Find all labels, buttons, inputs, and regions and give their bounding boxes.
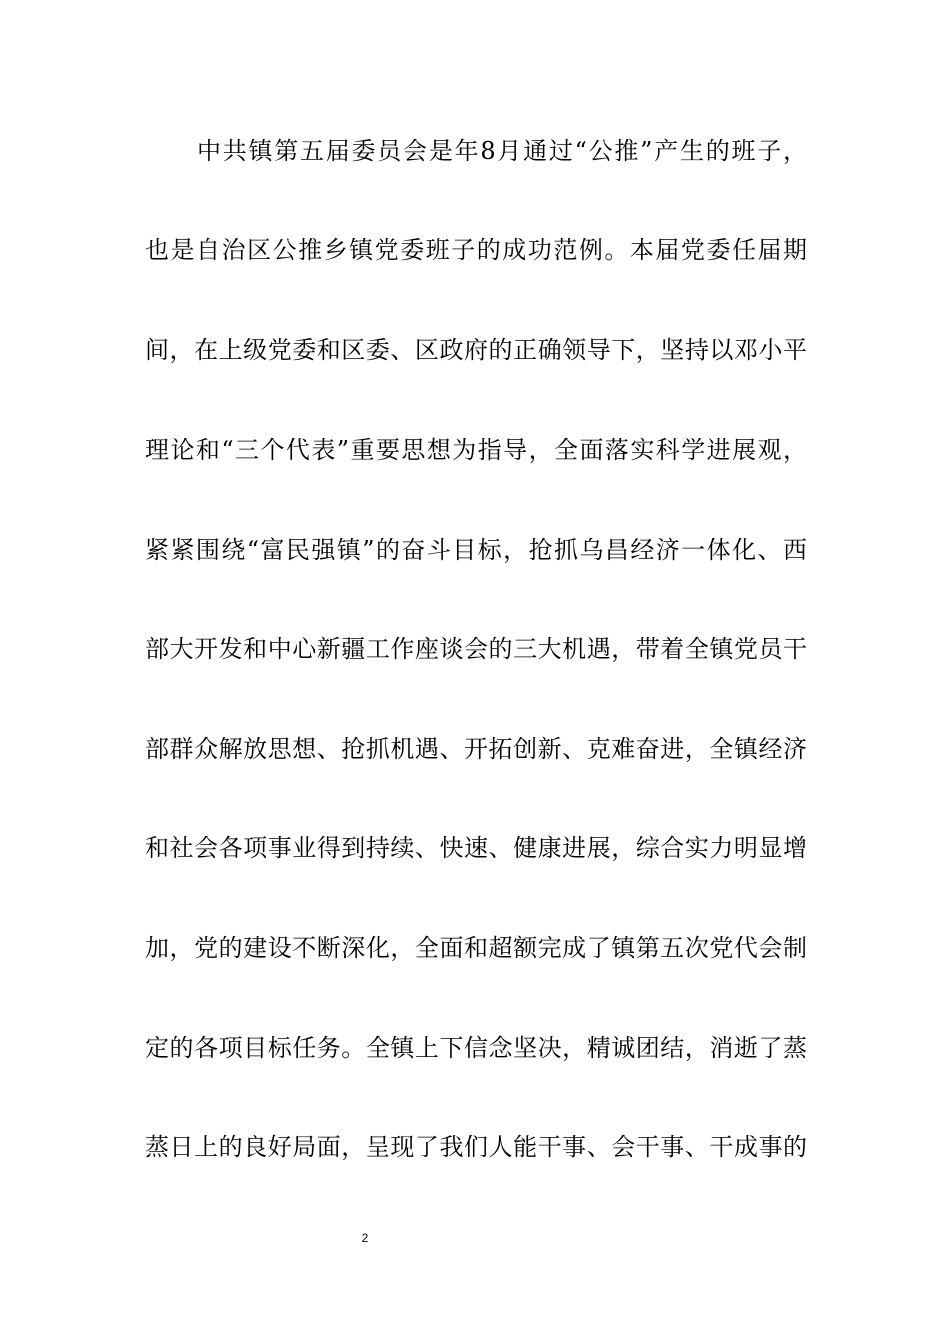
- paragraph-line: 间，在上级党委和区委、区政府的正确领导下，坚持以邓小平: [145, 336, 807, 364]
- paragraph-line: 紧紧围绕“富民强镇”的奋斗目标，抢抓乌昌经济一体化、西: [145, 536, 807, 564]
- page-number: 2: [361, 1231, 369, 1245]
- paragraph-line: 中共镇第五届委员会是年8月通过“公推”产生的班子，: [197, 137, 807, 165]
- paragraph-line: 部群众解放思想、抢抓机遇、开拓创新、克难奋进，全镇经济: [145, 735, 807, 763]
- paragraph-line: 蒸日上的良好局面，呈现了我们人能干事、会干事、干成事的: [145, 1133, 807, 1161]
- paragraph-line: 定的各项目标任务。全镇上下信念坚决，精诚团结，消逝了蒸: [145, 1034, 807, 1062]
- paragraph-line: 和社会各项事业得到持续、快速、健康进展，综合实力明显增: [145, 834, 807, 862]
- paragraph-line: 部大开发和中心新疆工作座谈会的三大机遇，带着全镇党员干: [145, 635, 807, 663]
- paragraph-line: 加，党的建设不断深化，全面和超额完成了镇第五次党代会制: [145, 934, 807, 962]
- paragraph-line: 理论和“三个代表”重要思想为指导，全面落实科学进展观，: [145, 436, 807, 464]
- paragraph-line: 也是自治区公推乡镇党委班子的成功范例。本届党委任届期: [145, 236, 807, 264]
